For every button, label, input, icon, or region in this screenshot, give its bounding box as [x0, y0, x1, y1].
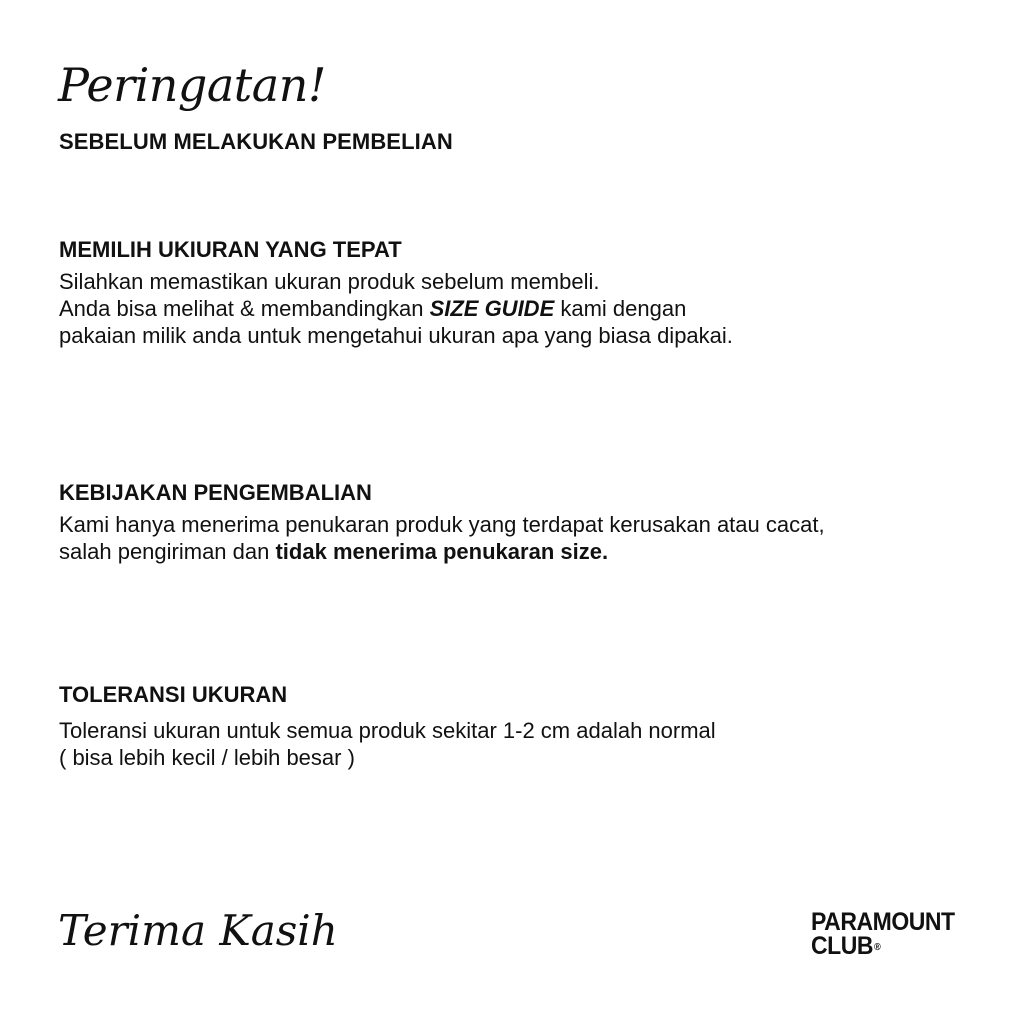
brand-logo: [811, 910, 955, 958]
section-heading: MEMILIH UKIURAN YANG TEPAT: [59, 237, 402, 262]
body-line: Toleransi ukuran untuk semua produk sekitar 1-2 cm adalah normal: [59, 718, 716, 744]
section-size-tolerance: [59, 683, 989, 771]
body-line: salah pengiriman dan: [59, 539, 276, 565]
body-line: Anda bisa melihat & membandingkan: [59, 296, 430, 322]
section-heading: KEBIJAKAN PENGEMBALIAN: [59, 480, 372, 505]
section-heading: TOLERANSI UKURAN: [59, 682, 288, 707]
body-line: Silahkan memastikan ukuran produk sebelum membeli.: [59, 269, 600, 295]
section-body: [59, 511, 989, 565]
section-size-choice: [59, 238, 989, 349]
body-line: ( bisa lebih kecil / lebih besar ): [59, 745, 355, 771]
size-guide-emphasis: SIZE GUIDE: [429, 296, 555, 322]
brand-line1: PARAMOUNT: [811, 908, 955, 936]
body-line: Kami hanya menerima penukaran produk yang terdapat kerusakan atau cacat,: [59, 512, 825, 538]
brand-club: CLUB: [811, 932, 874, 960]
thanks-signature: Terima Kasih: [58, 906, 338, 955]
section-body: [59, 717, 989, 771]
section-body: [59, 268, 989, 349]
brand-line2: [811, 934, 955, 958]
no-size-exchange-emphasis: tidak menerima penukaran size.: [275, 539, 609, 565]
subtitle: SEBELUM MELAKUKAN PEMBELIAN: [59, 129, 453, 154]
script-title: Peringatan!: [58, 58, 326, 112]
body-line: kami dengan: [554, 296, 687, 322]
registered-mark: ®: [873, 942, 881, 953]
section-return-policy: [59, 481, 989, 565]
body-line: pakaian milik anda untuk mengetahui ukuran apa yang biasa dipakai.: [59, 323, 733, 349]
